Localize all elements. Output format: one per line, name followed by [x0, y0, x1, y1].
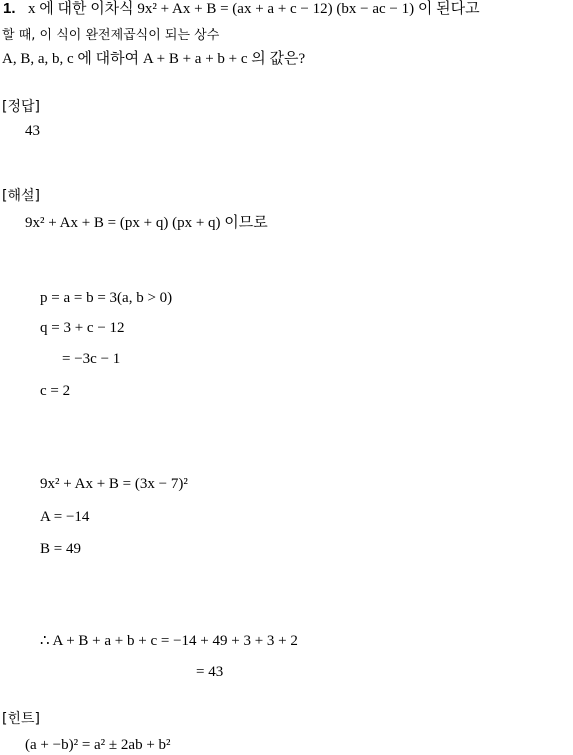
hint-formula: (a + −b)² = a² ± 2ab + b²	[25, 737, 171, 753]
problem-line-3: A, B, a, b, c 에 대하여 A + B + a + b + c 의 값은?	[2, 51, 306, 67]
solution-header: [해설]	[2, 188, 40, 204]
problem-text-1: x 에 대한 이차식 9x² + Ax + B = (ax + a + c − 12) (bx − ac − 1) 이 된다고	[27, 1, 480, 17]
problem-number: 1.	[3, 0, 16, 17]
solution-step-2: q = 3 + c − 12	[40, 320, 125, 336]
solution-step-6: A = −14	[40, 509, 90, 525]
solution-step-7: B = 49	[40, 541, 81, 557]
solution-step-9: = 43	[196, 664, 224, 680]
solution-step-3: = −3c − 1	[62, 351, 121, 367]
solution-step-1: p = a = b = 3(a, b > 0)	[40, 290, 173, 306]
hint-header: [힌트]	[2, 711, 40, 727]
answer-value: 43	[25, 123, 40, 139]
solution-step-5: 9x² + Ax + B = (3x − 7)²	[40, 476, 188, 492]
problem-line-2: 할 때, 이 식이 완전제곱식이 되는 상수	[2, 28, 220, 43]
problem-line-1	[3, 0, 480, 18]
solution-intro: 9x² + Ax + B = (px + q) (px + q) 이므로	[25, 215, 268, 231]
solution-step-4: c = 2	[40, 383, 71, 399]
solution-step-8: ∴ A + B + a + b + c = −14 + 49 + 3 + 3 + 2	[40, 633, 298, 649]
answer-header: [정답]	[2, 99, 40, 115]
